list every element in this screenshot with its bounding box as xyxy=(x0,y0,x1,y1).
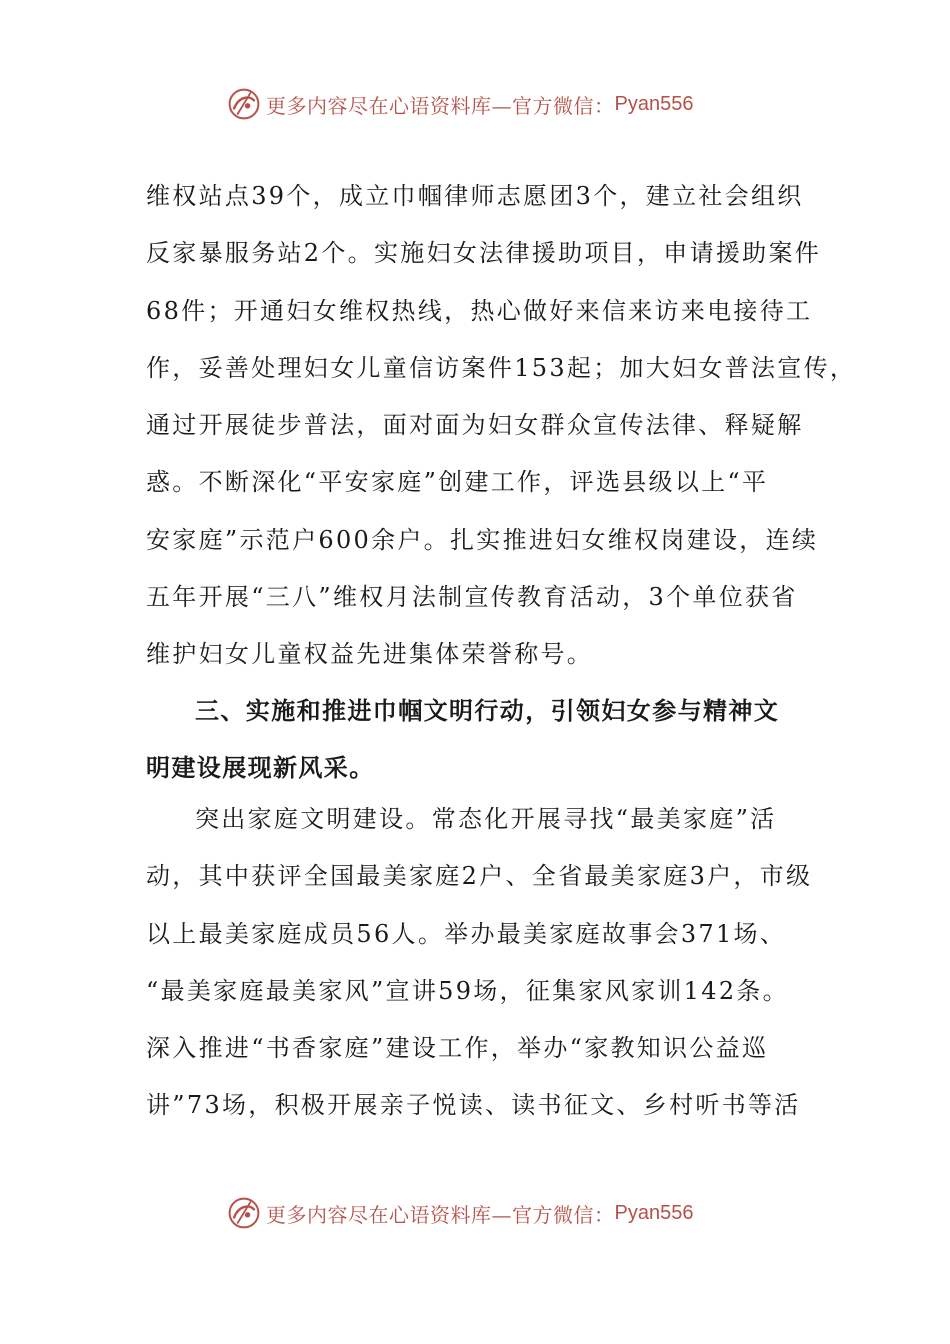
watermark-wechat-id: Pyan556 xyxy=(614,1201,694,1224)
body-line: 维护妇女儿童权益先进集体荣誉称号。 xyxy=(146,640,594,668)
header-watermark xyxy=(226,82,693,126)
watermark-text: 更多内容尽在心语资料库—官方微信： xyxy=(266,93,615,118)
body-line: 通过开展徒步普法，面对面为妇女群众宣传法律、释疑解 xyxy=(146,411,804,439)
body-line: 深入推进“书香家庭”建设工作，举办“家教知识公益巡 xyxy=(146,1034,769,1062)
footer-watermark xyxy=(226,1191,693,1235)
body-line: 动，其中获评全国最美家庭2户、全省最美家庭3户，市级 xyxy=(146,862,813,890)
body-line: 讲”73场，积极开展亲子悦读、读书征文、乡村听书等活 xyxy=(146,1091,801,1119)
body-line: 反家暴服务站2个。实施妇女法律援助项目，申请援助案件 xyxy=(146,239,822,267)
body-line: 以上最美家庭成员56人。举办最美家庭故事会371场、 xyxy=(146,920,787,948)
watermark-wechat-id: Pyan556 xyxy=(614,92,694,115)
logo-swirl-icon xyxy=(226,1195,262,1231)
body-line: 五年开展“三八”维权月法制宣传教育活动，3个单位获省 xyxy=(146,583,798,611)
body-line: “最美家庭最美家风”宣讲59场，征集家风家训142条。 xyxy=(146,977,789,1005)
logo-swirl-icon xyxy=(226,86,262,122)
section-heading-line: 明建设展现新风采。 xyxy=(146,754,375,782)
body-line: 安家庭”示范户600余户。扎实推进妇女维权岗建设，连续 xyxy=(146,526,819,554)
section-heading-line: 三、实施和推进巾帼文明行动，引领妇女参与精神文 xyxy=(195,697,780,725)
body-line: 突出家庭文明建设。常态化开展寻找“最美家庭”活 xyxy=(195,805,777,833)
body-line: 惑。不断深化“平安家庭”创建工作，评选县级以上“平 xyxy=(146,468,769,496)
body-line: 作，妥善处理妇女儿童信访案件153起；加大妇女普法宣传， xyxy=(146,354,857,382)
body-line: 68件；开通妇女维权热线，热心做好来信来访来电接待工 xyxy=(146,297,813,325)
body-line: 维权站点39个，成立巾帼律师志愿团3个，建立社会组织 xyxy=(146,182,804,210)
watermark-text: 更多内容尽在心语资料库—官方微信： xyxy=(266,1202,615,1227)
